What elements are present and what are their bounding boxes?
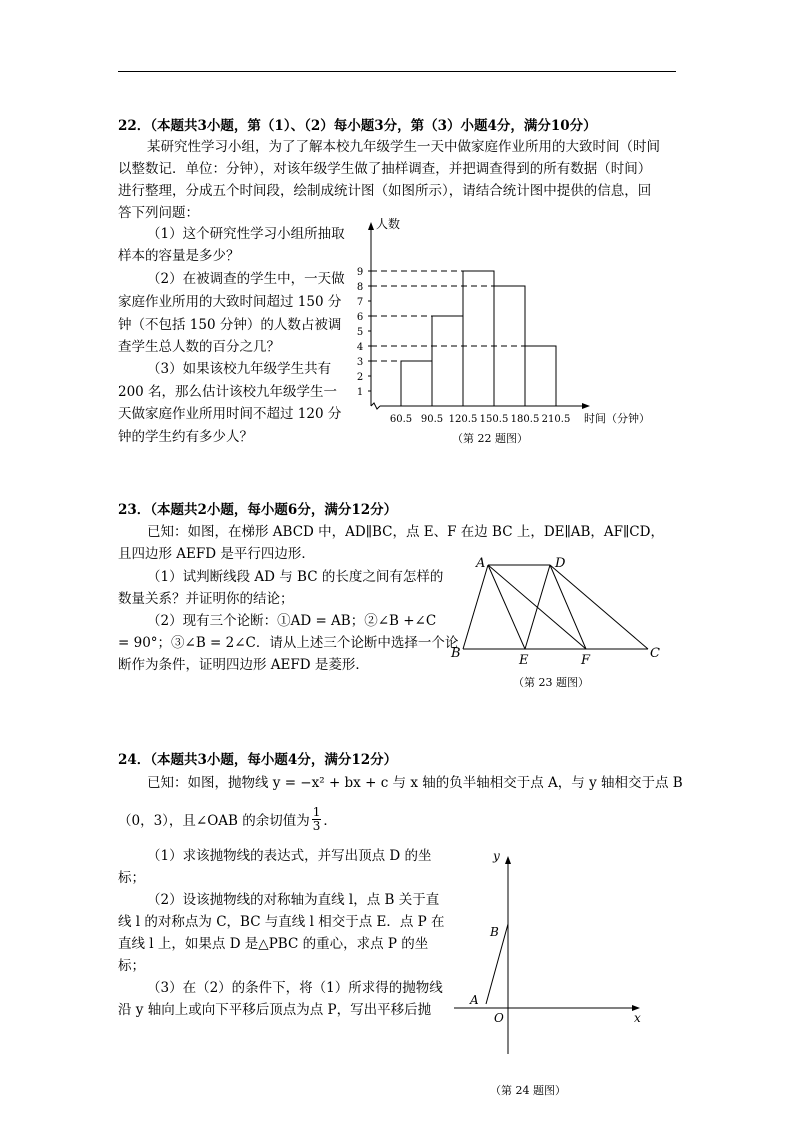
q22-intro-line: 进行整理，分成五个时间段，绘制成统计图（如图所示），请结合统计图中提供的信息，回: [118, 183, 652, 199]
q24-text-line: 已知：如图，抛物线 y = −x² + bx + c 与 x 轴的负半轴相交于点 A，与 y 轴相交于点 B: [147, 775, 683, 791]
x-tick-label: 60.5: [389, 414, 413, 425]
label-y: y: [493, 849, 500, 863]
q24-item-line: （1）求该抛物线的表达式，并写出顶点 D 的坐: [147, 848, 432, 864]
q24-item-line: 线 l 的对称点为 C，BC 与直线 l 相交于点 E．点 P 在: [118, 914, 445, 930]
q23-text-line: = 90°；③∠B = 2∠C．请从上述三个论断中选择一个论: [118, 635, 459, 651]
q24-item-line: 标；: [118, 958, 145, 974]
q23-caption: （第 23 题图）: [513, 676, 589, 689]
q22-intro-line: 答下列问题：: [118, 205, 199, 221]
header-rule: [118, 71, 676, 72]
histogram-bar: [432, 316, 463, 406]
q23-text-line: 断作为条件，证明四边形 AEFD 是菱形．: [118, 657, 369, 673]
q24-fraction-num: 1: [312, 805, 321, 819]
histogram-bar: [494, 286, 525, 406]
q22-item-line: 家庭作业所用的大致时间超过 150 分: [118, 294, 342, 310]
q24-fraction: [312, 806, 322, 833]
q22-heading: 22．（本题共3小题，第（1）、（2）每小题3分，第（3）小题4分，满分10分）: [118, 118, 597, 134]
label-E: E: [519, 653, 529, 668]
label-B: B: [451, 646, 461, 661]
q22-caption: （第 22 题图）: [452, 432, 528, 445]
q23-text-line: 已知：如图，在梯形 ABCD 中，AD∥BC，点 E、F 在边 BC 上，DE∥AB，AF∥CD，: [147, 524, 664, 540]
label-B: B: [490, 925, 499, 939]
histogram-bar: [401, 361, 432, 406]
q24-item-line: 沿 y 轴向上或向下平移后顶点为点 P，写出平移后抛: [118, 1002, 432, 1018]
segment-DF: [550, 565, 586, 649]
x-tick-label: 120.5: [448, 414, 478, 425]
q24-item-line: 直线 l 上，如果点 D 是△PBC 的重心，求点 P 的坐: [118, 936, 429, 952]
label-A: A: [470, 993, 479, 1007]
label-A: A: [476, 556, 486, 571]
segment-DC: [550, 565, 648, 649]
y-tick-label: 5: [356, 327, 364, 338]
q24-item-line: （3）在（2）的条件下，将（1）所求得的抛物线: [147, 980, 443, 996]
q22-item-line: 查学生总人数的百分之几？: [118, 339, 280, 355]
q22-item-line: 样本的容量是多少？: [118, 248, 240, 264]
x-tick-label: 90.5: [420, 414, 444, 425]
y-tick-label: 3: [356, 357, 364, 368]
q22-intro-line: 以整数记．单位：分钟），对该年级学生做了抽样调查，并把调查得到的所有数据（时间）: [118, 161, 652, 177]
q22-item-line: 钟的学生约有多少人？: [118, 429, 253, 445]
x-axis-label: 时间（分钟）: [584, 412, 650, 425]
x-axis-arrow-icon: [582, 403, 590, 409]
y-tick-label: 2: [356, 372, 364, 383]
q24-fraction-den: 3: [312, 819, 321, 833]
q24-text-line-2: [118, 805, 337, 835]
label-O: O: [494, 1011, 504, 1025]
y-tick-label: 7: [356, 297, 364, 308]
segment-DE: [525, 565, 550, 649]
q23-trapezoid-figure: [448, 553, 668, 669]
histogram-bar: [463, 271, 494, 406]
q22-intro-line: 某研究性学习小组，为了了解本校九年级学生一天中做家庭作业所用的大致时间（时间: [147, 139, 660, 155]
q22-item-line: 200 名，那么估计该校九年级学生一: [118, 384, 338, 400]
x-tick-label: 210.5: [541, 414, 571, 425]
axis-break-icon: [371, 403, 380, 409]
y-axis-arrow-icon: [505, 856, 511, 864]
q22-histogram: [340, 212, 670, 428]
y-tick-label: 6: [356, 312, 364, 323]
q24-heading: 24．（本题共3小题，每小题4分，满分12分）: [118, 752, 398, 768]
histogram-bar: [525, 346, 556, 406]
y-tick-label: 8: [356, 282, 364, 293]
q22-item-line: 钟（不包括 150 分钟）的人数占被调: [118, 317, 342, 333]
q24-item-line: （2）设该抛物线的对称轴为直线 l，点 B 关于直: [147, 892, 440, 908]
q24-coordinate-figure: [450, 846, 650, 1061]
y-tick-label: 4: [356, 342, 364, 353]
x-tick-label: 180.5: [510, 414, 540, 425]
q24-caption: （第 24 题图）: [490, 1084, 566, 1097]
segment-AB: [463, 565, 488, 649]
label-C: C: [650, 646, 660, 661]
q23-text-line: 且四边形 AEFD 是平行四边形．: [118, 546, 315, 562]
q23-text-line: 数量关系？并证明你的结论；: [118, 591, 294, 607]
q22-item-line: （1）这个研究性学习小组所抽取: [147, 226, 345, 242]
label-D: D: [555, 556, 566, 571]
q24-line2-suffix: ．: [323, 813, 337, 829]
segment-AE: [488, 565, 525, 649]
label-F: F: [581, 653, 591, 668]
q23-text-line: （1）试判断线段 AD 与 BC 的长度之间有怎样的: [147, 569, 444, 585]
y-tick-label: 1: [356, 387, 364, 398]
y-axis-label: 人数: [376, 217, 401, 231]
q22-item-line: （3）如果该校九年级学生共有: [147, 361, 332, 377]
q24-line2-prefix: （0，3），且∠OAB 的余切值为: [118, 813, 310, 829]
label-x: x: [634, 1011, 641, 1025]
y-tick-label: 9: [356, 267, 364, 278]
q23-text-line: （2）现有三个论断：①AD = AB；②∠B +∠C: [147, 613, 437, 629]
q23-heading: 23．（本题共2小题，每小题6分，满分12分）: [118, 502, 398, 518]
q22-item-line: （2）在被调查的学生中，一天做: [147, 271, 345, 287]
y-axis-arrow-icon: [368, 222, 374, 230]
q22-item-line: 天做家庭作业所用时间不超过 120 分: [118, 406, 342, 422]
q24-item-line: 标；: [118, 870, 145, 886]
x-tick-label: 150.5: [479, 414, 509, 425]
